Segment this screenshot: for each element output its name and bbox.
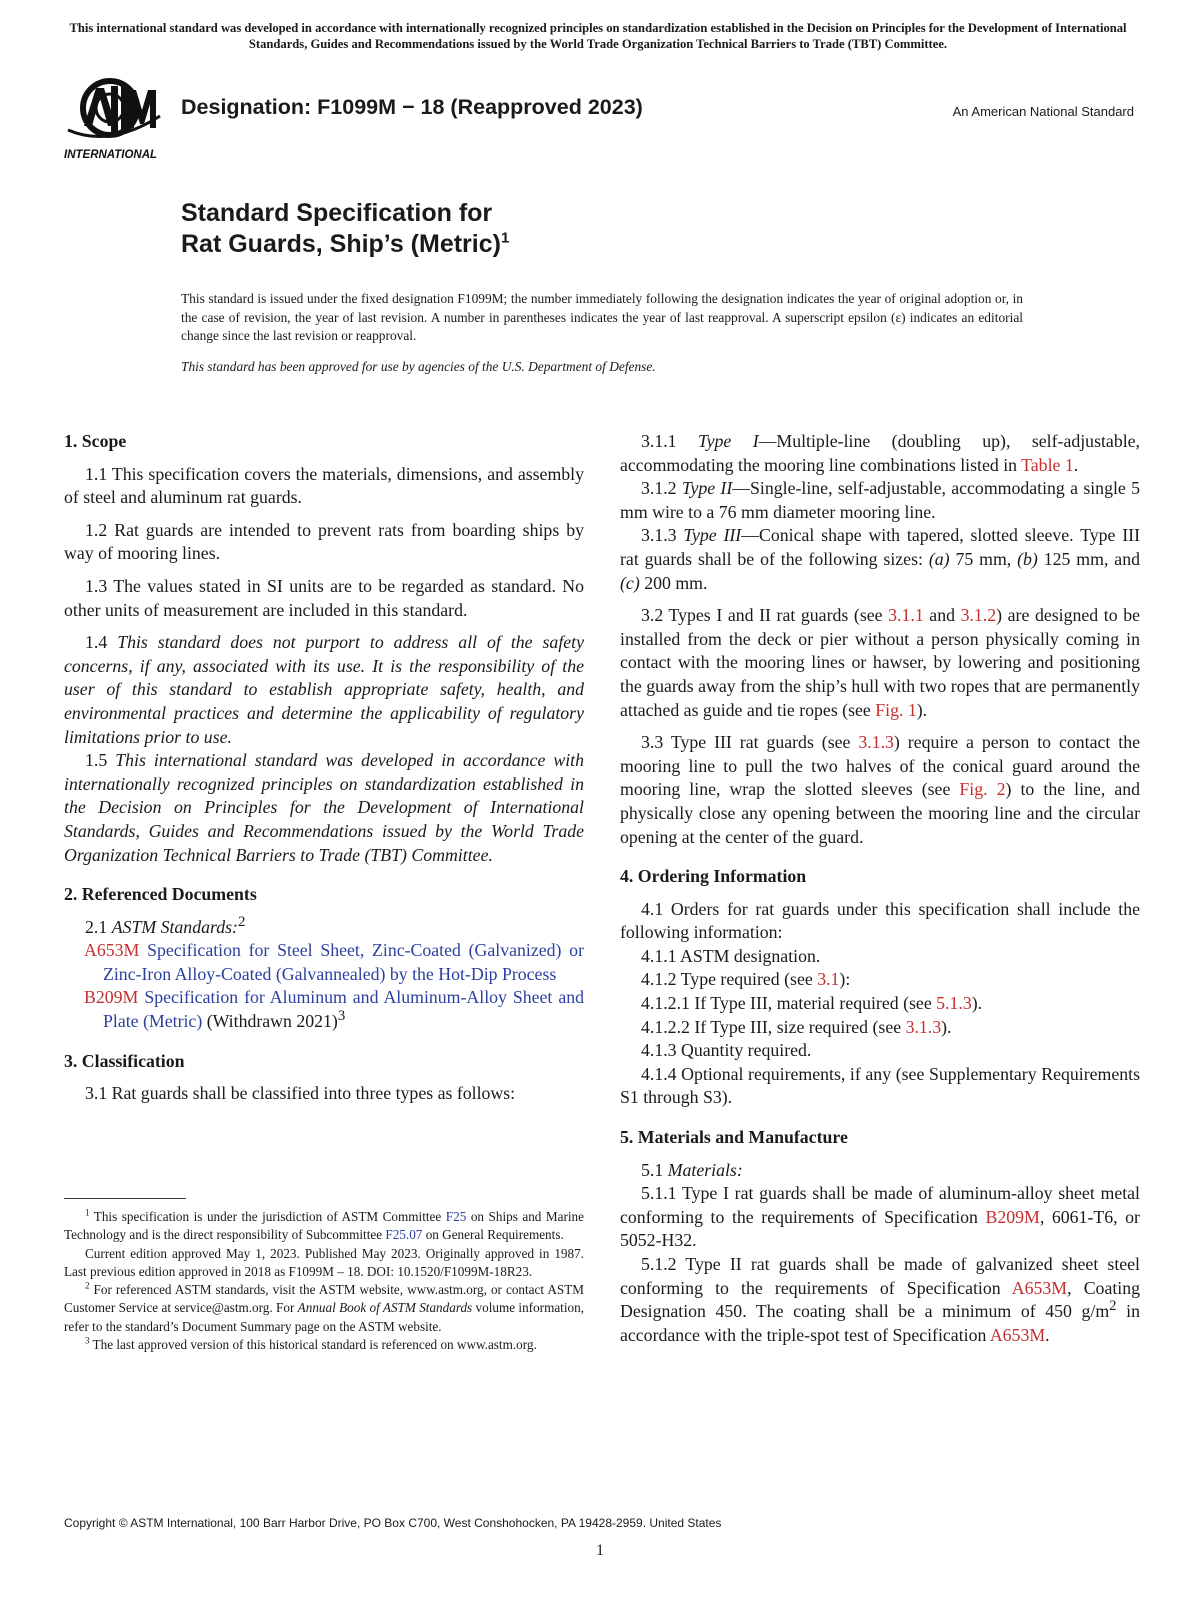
link-5-1-3[interactable]: 5.1.3: [936, 993, 972, 1014]
right-column: [620, 430, 1140, 1347]
para-4-1-2: 4.1.2 Type required (see 3.1):: [641, 969, 851, 990]
para-5-1-2: 5.1.2 Type II rat guards shall be made of galvanized sheet steel conforming to the requirements of Specification A653M, Coating Designation 450. The coating shall be a minimum of 450 $g/m^2$ in accordance with the triple-spot test of Specification A653M.: [620, 1254, 1140, 1345]
astm-logo: [64, 70, 172, 170]
title-footnote-ref[interactable]: 1: [500, 229, 510, 247]
footnote-1: $^1$ This specification is under the jurisdiction of ASTM Committee F25 on Ships and Marine Technology and is the direct responsibility of Subcommittee F25.07 on General Requirements.: [64, 1207, 584, 1243]
para-3-1-1: 3.1.1 Type I—Multiple-line (doubling up), self-adjustable, accommodating the mooring line combinations listed in Table 1.: [620, 431, 1140, 475]
para-4-1-2-2: 4.1.2.2 If Type III, size required (see 3.1.3).: [641, 1016, 952, 1037]
footnote-2: $^2$ For referenced ASTM standards, visit the ASTM website, www.astm.org, or contact ASTM Customer Service at service@astm.org. For Annual Book of ASTM Standards volume information, refer to the standard’s Document Summary page on the ASTM website.: [64, 1280, 584, 1334]
para-3-1-3: 3.1.3 Type III—Conical shape with tapered, slotted sleeve. Type III rat guards shall be of the following sizes: (a) 75 mm, (b) 125 mm, and (c) 200 mm.: [620, 525, 1140, 593]
footnote-ref-3[interactable]: 3: [337, 1008, 346, 1025]
para-3-3: 3.3 Type III rat guards (see 3.1.3) require a person to contact the mooring line to pull the two halves of the conical guard around the mooring line, wrap the slotted sleeves (see Fig. 2) to the line, and physically close any opening between the mooring line and the circular opening at the center of the guard.: [620, 732, 1140, 847]
para-1-2: 1.2 Rat guards are intended to prevent rats from boarding ships by way of mooring lines.: [64, 519, 584, 564]
ref-b209m[interactable]: B209M Specification for Aluminum and Aluminum-Alloy Sheet and Plate (Metric) (Withdrawn 2021)$^3$: [84, 987, 585, 1032]
para-3-1-2: 3.1.2 Type II—Single-line, self-adjustable, accommodating a single 5 mm wire to a 76 mm diameter mooring line.: [620, 478, 1140, 522]
para-5-1-1: 5.1.1 Type I rat guards shall be made of aluminum-alloy sheet metal conforming to the requirements of Specification B209M, 6061-T6, or 5052-H32.: [620, 1183, 1140, 1251]
link-a653m-1[interactable]: A653M: [1011, 1277, 1068, 1298]
link-b209m[interactable]: B209M: [985, 1206, 1040, 1227]
section-1-heading: 1. Scope: [64, 431, 127, 451]
link-3-1-3-b[interactable]: 3.1.3: [905, 1016, 942, 1037]
title-line-1: Standard Specification for: [181, 199, 493, 227]
ref-b209m-title[interactable]: Specification for Aluminum and Aluminum-Alloy Sheet and Plate (Metric): [103, 987, 585, 1032]
section-2-heading: 2. Referenced Documents: [64, 884, 257, 905]
link-f25[interactable]: F25: [445, 1209, 467, 1224]
link-fig-2[interactable]: Fig. 2: [959, 779, 1006, 800]
section-3-heading: 3. Classification: [64, 1050, 185, 1071]
link-3-1-3[interactable]: 3.1.3: [858, 732, 894, 753]
title-line-2: Rat Guards, Ship’s (Metric)$^1$: [181, 229, 510, 258]
astm-logo-icon: [64, 70, 172, 170]
footnote-3: $^3$ The last approved version of this historical standard is referenced on www.astm.org.: [85, 1335, 537, 1353]
para-1-3: 1.3 The values stated in SI units are to be regarded as standard. No other units of measurement are included in this standard.: [64, 575, 584, 620]
para-4-1: 4.1 Orders for rat guards under this specification shall include the following information:: [620, 898, 1140, 943]
ref-a653m-title[interactable]: Specification for Steel Sheet, Zinc-Coated (Galvanized) or Zinc-Iron Alloy-Coated (Galvannealed) by the Hot-Dip Process: [103, 940, 584, 984]
link-table-1[interactable]: Table 1: [1021, 454, 1074, 475]
link-3-1-1[interactable]: 3.1.1: [888, 605, 924, 626]
ref-b209m-code[interactable]: B209M: [84, 987, 139, 1008]
para-4-1-2-1: 4.1.2.1 If Type III, material required (see 5.1.3).: [641, 993, 983, 1014]
link-a653m-2[interactable]: A653M: [989, 1324, 1046, 1345]
page-title: [181, 198, 509, 260]
link-f25-07[interactable]: F25.07: [385, 1227, 423, 1243]
para-5-1: 5.1 Materials:: [641, 1159, 743, 1180]
para-2-1: 2.1 ASTM Standards:$^2$: [85, 913, 246, 937]
link-3-1[interactable]: 3.1: [817, 969, 840, 990]
page-number: 1: [596, 1542, 604, 1559]
footnotes: [64, 1208, 584, 1354]
para-1-4: 1.4 This standard does not purport to address all of the safety concerns, if any, associated with its use. It is the responsibility of the user of this standard to establish appropriate safety, health, and environmental practices and determine the applicability of regulatory limitations prior to use.: [64, 632, 584, 747]
dod-approval: This standard has been approved for use by agencies of the U.S. Department of Defense.: [181, 359, 656, 374]
wto-notice: This international standard was developed in accordance with internationally recognized principles on standardization established in the Decision on Principles for the Development of International Standards, Guides and Recommendations issued by the World Trade Organization Technical Barriers to Trade (TBT) Committee.: [69, 21, 1127, 51]
footnote-rule: [64, 1198, 186, 1199]
issued-statement: This standard is issued under the fixed designation F1099M; the number immediately following the designation indicates the year of original adoption or, in the case of revision, the year of last revision. A number in parentheses indicates the year of last reapproval. A superscript epsilon (ε) indicates an editorial change since the last revision or reapproval.: [181, 291, 1023, 343]
para-3-2: 3.2 Types I and II rat guards (see 3.1.1 and 3.1.2) are designed to be installed from the deck or pier without a person physically coming in contact with the mooring lines or hawser, by lowering and positioning the guards away from the ship’s hull with two ropes that are permanently attached as guide and tie ropes (see Fig. 1).: [620, 605, 1140, 720]
copyright: Copyright © ASTM International, 100 Barr Harbor Drive, PO Box C700, West Conshohocken, PA 19428-2959. United States: [64, 1516, 722, 1530]
para-3-1: 3.1 Rat guards shall be classified into three types as follows:: [85, 1083, 516, 1104]
logo-international: INTERNATIONAL: [64, 149, 158, 161]
ref-a653m[interactable]: [64, 939, 584, 986]
para-4-1-1: 4.1.1 ASTM designation.: [641, 945, 821, 966]
para-4-1-3: 4.1.3 Quantity required.: [641, 1040, 812, 1061]
section-4-heading: 4. Ordering Information: [620, 866, 807, 887]
link-fig-1[interactable]: Fig. 1: [875, 699, 917, 720]
para-4-1-4: 4.1.4 Optional requirements, if any (see Supplementary Requirements S1 through S3).: [620, 1063, 1140, 1108]
footnote-1-edition: Current edition approved May 1, 2023. Published May 2023. Originally approved in 1987. Last previous edition approved in 2018 as F1099M – 18. DOI: 10.1520/F1099M-18R23.: [64, 1245, 584, 1279]
link-3-1-2[interactable]: 3.1.2: [960, 605, 997, 626]
para-1-1: 1.1 This specification covers the materials, dimensions, and assembly of steel and aluminum rat guards.: [64, 463, 584, 508]
designation: Designation: F1099M − 18 (Reapproved 2023): [181, 95, 643, 119]
left-column: [64, 430, 584, 1106]
para-1-5: 1.5 This international standard was developed in accordance with internationally recognized principles on standardization established in the Decision on Principles for the Development of International Standards, Guides and Recommendations issued by the World Trade Organization Technical Barriers to Trade (TBT) Committee.: [64, 750, 584, 865]
section-5-heading: 5. Materials and Manufacture: [620, 1127, 848, 1148]
american-national-standard: An American National Standard: [952, 104, 1134, 119]
ref-a653m-code[interactable]: A653M: [84, 940, 140, 961]
footnote-ref-2[interactable]: 2: [237, 913, 246, 930]
